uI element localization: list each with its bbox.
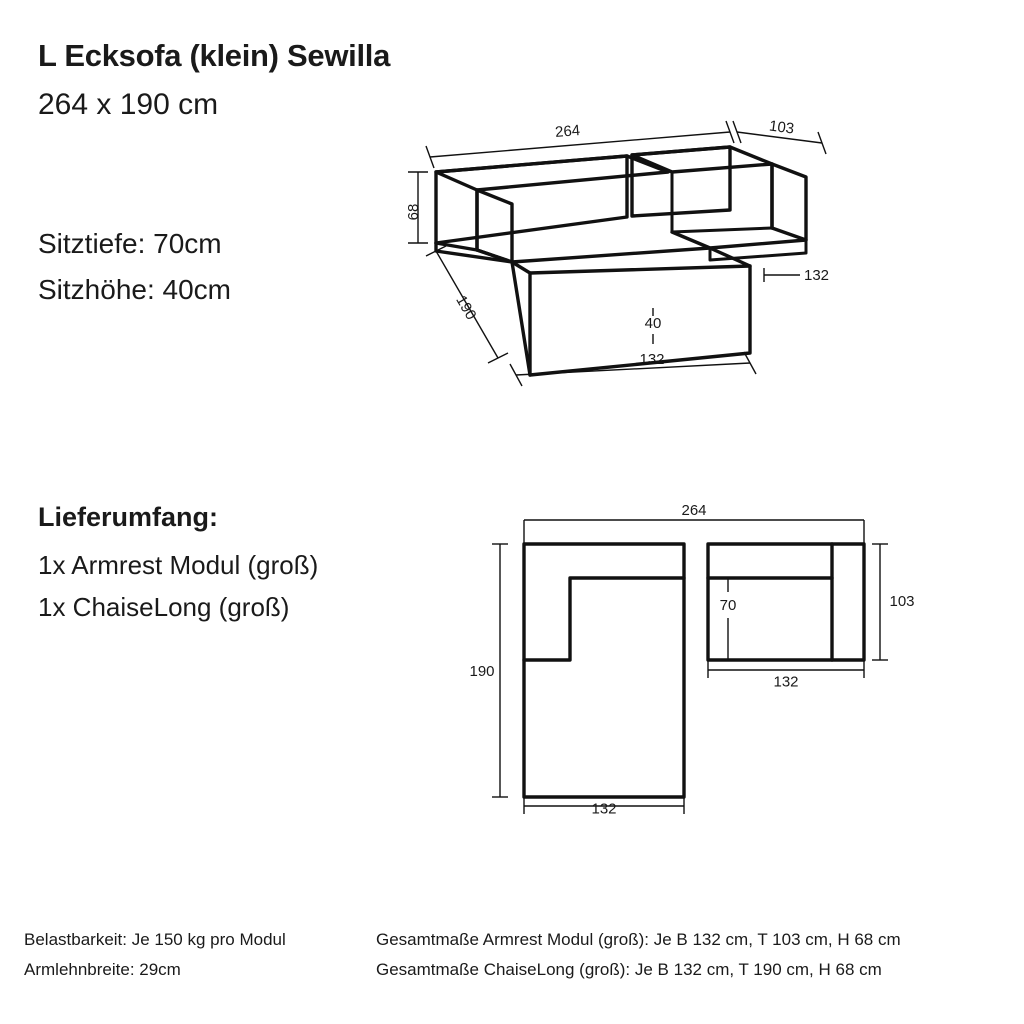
footnote-load-capacity: Belastbarkeit: Je 150 kg pro Modul bbox=[24, 930, 286, 949]
isometric-sofa-drawing bbox=[400, 110, 1000, 440]
footnote-armrest-width: Armlehnbreite: 29cm bbox=[24, 960, 181, 979]
scope-item-chaiselong: 1x ChaiseLong (groß) bbox=[38, 592, 290, 622]
plan-dim-132-module-label: 132 bbox=[773, 673, 799, 691]
iso-dim-132-right-label: 132 bbox=[804, 267, 830, 284]
iso-dim-264-label: 264 bbox=[554, 121, 581, 142]
plan-dim-190-label: 190 bbox=[469, 663, 495, 680]
iso-sofa-geometry bbox=[436, 147, 806, 375]
iso-dim-68-label: 68 bbox=[405, 203, 422, 221]
iso-dim-132-right-line bbox=[764, 268, 800, 282]
page-title: L Ecksofa (klein) Sewilla bbox=[38, 38, 391, 73]
plan-dim-103-line bbox=[872, 544, 888, 660]
plan-view-drawing bbox=[440, 498, 940, 828]
scope-heading: Lieferumfang: bbox=[38, 502, 219, 532]
plan-dim-103-label: 103 bbox=[889, 593, 915, 610]
plan-chaise-outline bbox=[524, 544, 684, 797]
plan-dim-264-line bbox=[524, 520, 864, 544]
plan-dim-264-label: 264 bbox=[681, 502, 707, 519]
scope-item-armrest: 1x Armrest Modul (groß) bbox=[38, 550, 319, 580]
iso-dim-132-bottom-label: 132 bbox=[639, 351, 665, 368]
plan-dim-70-label: 70 bbox=[719, 597, 737, 614]
plan-dim-132-chaise-label: 132 bbox=[591, 800, 617, 818]
iso-dim-40-label: 40 bbox=[644, 315, 662, 332]
product-dimensions: 264 x 190 cm bbox=[38, 88, 219, 121]
spec-seat-height: Sitzhöhe: 40cm bbox=[38, 274, 231, 305]
iso-dim-190-label: 190 bbox=[452, 292, 480, 323]
footnote-module-total-dims: Gesamtmaße Armrest Modul (groß): Je B 132 cm, T 103 cm, H 68 cm bbox=[376, 930, 901, 949]
plan-dim-70-line bbox=[721, 578, 735, 660]
footnote-chaiselong-total-dims: Gesamtmaße ChaiseLong (groß): Je B 132 cm, T 190 cm, H 68 cm bbox=[376, 960, 882, 979]
iso-dim-103-label: 103 bbox=[768, 117, 796, 138]
spec-seat-depth: Sitztiefe: 70cm bbox=[38, 228, 222, 259]
